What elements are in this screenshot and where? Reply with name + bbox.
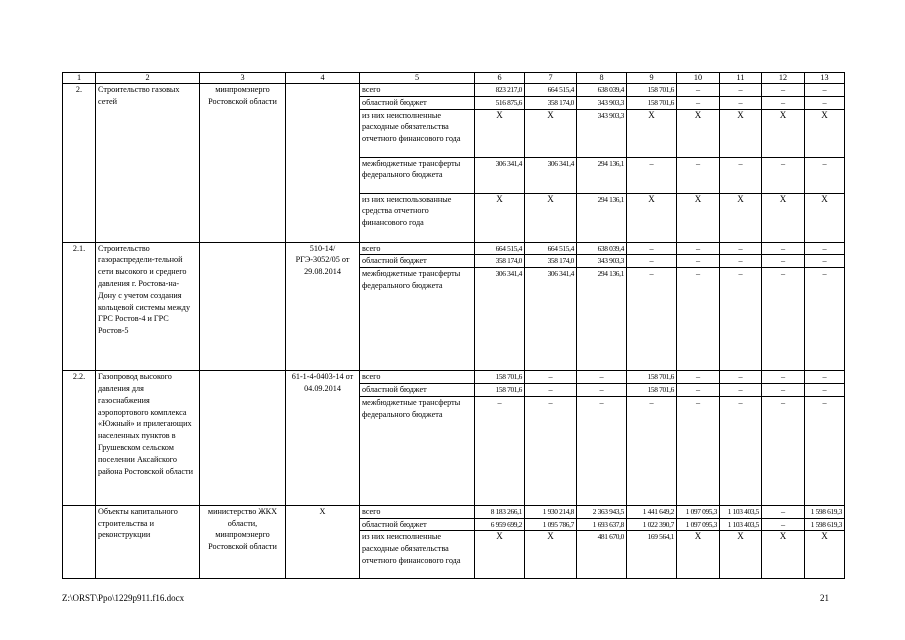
value-cell: – xyxy=(762,255,805,268)
value-cell: 1 103 403,5 xyxy=(720,505,762,518)
value-cell: 306 341,4 xyxy=(525,268,577,371)
value-cell: 1 930 214,8 xyxy=(525,505,577,518)
value-cell: 1 693 637,8 xyxy=(577,518,627,531)
section-name: Объекты капитального строительства и реконструкции xyxy=(96,505,200,579)
value-cell: 358 174,0 xyxy=(475,255,525,268)
table-row xyxy=(63,84,845,97)
document-ref xyxy=(286,84,360,243)
value-cell: 158 701,6 xyxy=(627,371,677,384)
value-cell: – xyxy=(677,96,720,109)
row-label: из них неисполненные расходные обязательства отчетного финансового года xyxy=(360,109,475,157)
value-cell: Х xyxy=(525,193,577,242)
value-cell: – xyxy=(762,84,805,97)
value-cell: – xyxy=(577,383,627,396)
value-cell: – xyxy=(720,96,762,109)
column-number-header: 11 xyxy=(720,73,762,84)
executor xyxy=(200,371,286,506)
value-cell: – xyxy=(627,242,677,255)
value-cell: 294 136,1 xyxy=(577,157,627,193)
document-ref: 510-14/РГЭ-3052/05 от 29.08.2014 xyxy=(286,242,360,371)
value-cell: 158 701,6 xyxy=(627,84,677,97)
value-cell: – xyxy=(762,96,805,109)
row-label: всего xyxy=(360,371,475,384)
column-number-header: 2 xyxy=(96,73,200,84)
value-cell: – xyxy=(762,157,805,193)
value-cell: – xyxy=(677,383,720,396)
value-cell: Х xyxy=(475,531,525,579)
value-cell: 638 039,4 xyxy=(577,84,627,97)
value-cell: – xyxy=(805,84,845,97)
value-cell: – xyxy=(762,268,805,371)
value-cell: – xyxy=(677,157,720,193)
value-cell: 481 670,0 xyxy=(577,531,627,579)
executor: министерство ЖКХ области, минпромэнерго Ростовской области xyxy=(200,505,286,579)
value-cell: – xyxy=(677,371,720,384)
value-cell: 1 022 390,7 xyxy=(627,518,677,531)
value-cell: 158 701,6 xyxy=(475,371,525,384)
section-number: 2. xyxy=(63,84,96,243)
value-cell: 1 441 649,2 xyxy=(627,505,677,518)
value-cell: – xyxy=(627,396,677,505)
row-label: из них неиспользованные средства отчетного финансового года xyxy=(360,193,475,242)
executor: минпромэнерго Ростовской области xyxy=(200,84,286,243)
row-label: из них неисполненные расходные обязательства отчетного финансового года xyxy=(360,531,475,579)
value-cell: – xyxy=(720,255,762,268)
value-cell: 158 701,6 xyxy=(627,96,677,109)
value-cell: – xyxy=(525,383,577,396)
section-number xyxy=(63,505,96,579)
value-cell: Х xyxy=(720,193,762,242)
column-number-header: 7 xyxy=(525,73,577,84)
value-cell: – xyxy=(805,268,845,371)
value-cell: 664 515,4 xyxy=(525,84,577,97)
section-name: Строительство газораспредели-тельной сети высокого и среднего давления г. Ростова-на-Дону с учетом создания кольцевой системы между ГРС Ростов-4 и ГРС Ростов-5 xyxy=(96,242,200,371)
column-number-header: 5 xyxy=(360,73,475,84)
value-cell: 1 097 095,3 xyxy=(677,505,720,518)
column-number-header: 13 xyxy=(805,73,845,84)
table-row xyxy=(63,505,845,518)
section-number: 2.2. xyxy=(63,371,96,506)
value-cell: 2 363 943,5 xyxy=(577,505,627,518)
value-cell: Х xyxy=(627,193,677,242)
row-label: областной бюджет xyxy=(360,255,475,268)
value-cell: – xyxy=(677,84,720,97)
column-number-header: 4 xyxy=(286,73,360,84)
value-cell: – xyxy=(720,84,762,97)
document-ref: 61-1-4-0403-14 от 04.09.2014 xyxy=(286,371,360,506)
row-label: областной бюджет xyxy=(360,518,475,531)
value-cell: Х xyxy=(720,109,762,157)
value-cell: – xyxy=(627,157,677,193)
value-cell: Х xyxy=(627,109,677,157)
value-cell: – xyxy=(805,383,845,396)
value-cell: 306 341,4 xyxy=(525,157,577,193)
value-cell: – xyxy=(762,518,805,531)
section-number: 2.1. xyxy=(63,242,96,371)
row-label: областной бюджет xyxy=(360,383,475,396)
column-number-header: 6 xyxy=(475,73,525,84)
row-label: межбюджетные трансферты федерального бюджета xyxy=(360,396,475,505)
value-cell: – xyxy=(720,157,762,193)
value-cell: – xyxy=(805,96,845,109)
value-cell: – xyxy=(525,396,577,505)
value-cell: 1 095 786,7 xyxy=(525,518,577,531)
value-cell: – xyxy=(525,371,577,384)
value-cell: Х xyxy=(475,193,525,242)
value-cell: 358 174,0 xyxy=(525,255,577,268)
value-cell: – xyxy=(720,268,762,371)
value-cell: – xyxy=(762,396,805,505)
value-cell: 6 959 699,2 xyxy=(475,518,525,531)
value-cell: – xyxy=(677,268,720,371)
value-cell: Х xyxy=(805,193,845,242)
row-label: межбюджетные трансферты федерального бюджета xyxy=(360,157,475,193)
value-cell: 158 701,6 xyxy=(627,383,677,396)
value-cell: 306 341,4 xyxy=(475,157,525,193)
value-cell: 294 136,1 xyxy=(577,193,627,242)
value-cell: – xyxy=(720,383,762,396)
section-name: Строительство газовых сетей xyxy=(96,84,200,243)
value-cell: 516 875,6 xyxy=(475,96,525,109)
value-cell: – xyxy=(577,371,627,384)
table-row xyxy=(63,371,845,384)
value-cell: 343 903,3 xyxy=(577,96,627,109)
value-cell: Х xyxy=(525,531,577,579)
value-cell: – xyxy=(805,157,845,193)
value-cell: – xyxy=(720,396,762,505)
value-cell: – xyxy=(720,371,762,384)
value-cell: 1 097 095,3 xyxy=(677,518,720,531)
table-row xyxy=(63,242,845,255)
footer-file-path: Z:\ORST\Ppo\1229p911.f16.docx xyxy=(62,593,185,603)
value-cell: 1 598 619,3 xyxy=(805,518,845,531)
column-number-header: 12 xyxy=(762,73,805,84)
value-cell: – xyxy=(805,371,845,384)
value-cell: 306 341,4 xyxy=(475,268,525,371)
row-label: всего xyxy=(360,505,475,518)
value-cell: – xyxy=(627,268,677,371)
row-label: межбюджетные трансферты федерального бюджета xyxy=(360,268,475,371)
row-label: областной бюджет xyxy=(360,96,475,109)
column-number-header: 1 xyxy=(63,73,96,84)
row-label: всего xyxy=(360,242,475,255)
column-number-header: 3 xyxy=(200,73,286,84)
section-name: Газопровод высокого давления для газоснабжения аэропортового комплекса «Южный» и прилегающих населенных пунктов в Грушевском сельском поселении Аксайского района Ростовской области xyxy=(96,371,200,506)
value-cell: 343 903,3 xyxy=(577,109,627,157)
value-cell: – xyxy=(805,255,845,268)
value-cell: 1 103 403,5 xyxy=(720,518,762,531)
executor xyxy=(200,242,286,371)
column-number-header: 10 xyxy=(677,73,720,84)
row-label: всего xyxy=(360,84,475,97)
value-cell: – xyxy=(762,242,805,255)
value-cell: 158 701,6 xyxy=(475,383,525,396)
value-cell: 8 183 266,1 xyxy=(475,505,525,518)
value-cell: 638 039,4 xyxy=(577,242,627,255)
value-cell: Х xyxy=(805,109,845,157)
value-cell: – xyxy=(762,505,805,518)
value-cell: Х xyxy=(762,109,805,157)
value-cell: 294 136,1 xyxy=(577,268,627,371)
value-cell: – xyxy=(762,383,805,396)
value-cell: Х xyxy=(762,531,805,579)
value-cell: 823 217,0 xyxy=(475,84,525,97)
value-cell: 664 515,4 xyxy=(475,242,525,255)
value-cell: Х xyxy=(762,193,805,242)
table-row xyxy=(63,73,845,84)
column-number-header: 9 xyxy=(627,73,677,84)
value-cell: Х xyxy=(475,109,525,157)
value-cell: – xyxy=(762,371,805,384)
value-cell: 343 903,3 xyxy=(577,255,627,268)
value-cell: – xyxy=(805,396,845,505)
value-cell: Х xyxy=(677,531,720,579)
value-cell: – xyxy=(677,242,720,255)
value-cell: 1 598 619,3 xyxy=(805,505,845,518)
value-cell: Х xyxy=(677,193,720,242)
value-cell: – xyxy=(805,242,845,255)
value-cell: 358 174,0 xyxy=(525,96,577,109)
column-number-header: 8 xyxy=(577,73,627,84)
footer-page-number: 21 xyxy=(820,593,829,603)
value-cell: Х xyxy=(805,531,845,579)
document-ref: Х xyxy=(286,505,360,579)
value-cell: – xyxy=(720,242,762,255)
value-cell: Х xyxy=(525,109,577,157)
value-cell: Х xyxy=(677,109,720,157)
value-cell: – xyxy=(475,396,525,505)
value-cell: Х xyxy=(720,531,762,579)
value-cell: – xyxy=(627,255,677,268)
value-cell: 664 515,4 xyxy=(525,242,577,255)
value-cell: – xyxy=(677,255,720,268)
budget-table xyxy=(62,72,845,579)
value-cell: – xyxy=(577,396,627,505)
value-cell: 169 564,1 xyxy=(627,531,677,579)
value-cell: – xyxy=(677,396,720,505)
